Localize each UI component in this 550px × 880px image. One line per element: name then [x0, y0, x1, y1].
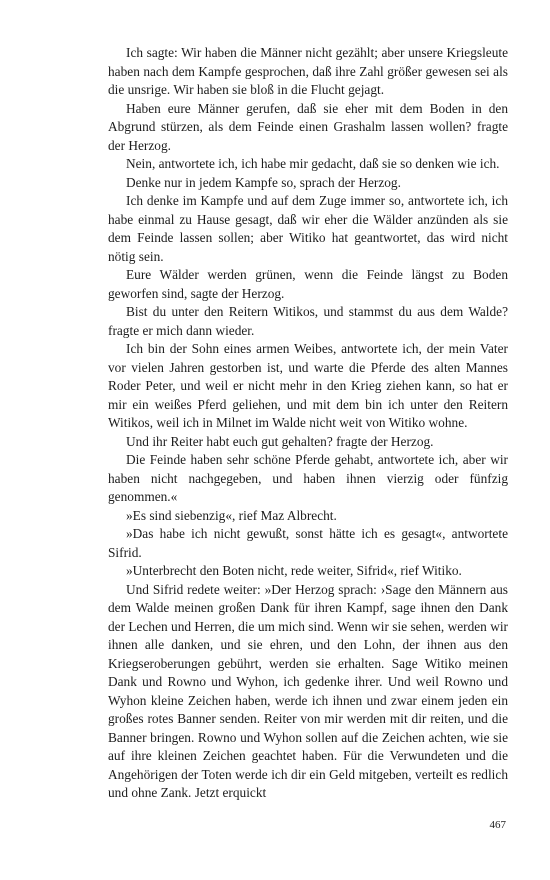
paragraph: Ich bin der Sohn eines armen Weibes, antwortete ich, der mein Vater vor vielen Jahren gestorben ist, und warte die Pferde des alten Mannes Roder Peter, und weil er nicht mehr in den Krieg ziehen kann, so hat er mir ein weißes Pferd geliehen, und mit dem bin ich unter den Reitern Witikos, weil ich in Milnet im Walde nicht weit von Witiko wohne. [108, 341, 508, 430]
paragraph: Nein, antwortete ich, ich habe mir gedacht, daß sie so denken wie ich. [126, 156, 500, 171]
paragraph: »Das habe ich nicht gewußt, sonst hätte ich es gesagt«, antwortete Sifrid. [108, 526, 508, 560]
paragraph: »Unterbrecht den Boten nicht, rede weiter, Sifrid«, rief Witiko. [126, 563, 462, 578]
paragraph: Haben eure Männer gerufen, daß sie eher mit dem Boden in den Abgrund stürzen, als dem Feinde einen Grashalm lassen wollen? fragte der Herzog. [108, 100, 508, 153]
body-text [108, 44, 508, 803]
paragraph: Die Feinde haben sehr schöne Pferde gehabt, antwortete ich, aber wir haben nicht nachgegeben, und haben ihnen vierzig oder fünfzig genommen.« [108, 452, 508, 504]
paragraph: Denke nur in jedem Kampfe so, sprach der Herzog. [126, 174, 401, 190]
paragraph: Ich denke im Kampfe und auf dem Zuge immer so, antwortete ich, ich habe einmal zu Hause gesagt, daß wir eher die Wälder anzünden als sie dem Feinde lassen sollen; aber Witiko hat geantwortet, das wird nicht nötig sein. [108, 193, 508, 264]
page-number: 467 [489, 819, 506, 831]
paragraph: Und Sifrid redete weiter: »Der Herzog sprach: ›Sage den Männern aus dem Walde meinen großen Dank für ihren Kampf, sage ihnen den Dank der Lechen und Herren, die um mich sind. Wenn wir sie sehen, werden wir ihnen alle danken, und sie ehren, und den Lohn, der ihnen aus den Kriegseroberungen gebührt, werden sie erhalten. Sage Witiko meinen Dank und Rowno und Wyhon, ich gedenke ihrer. Und weil Rowno und Wyhon kleine Zeichen haben, werde ich ihnen und zwar einem jeden ein großes rotes Banner senden. Reiter von mir werden mit dir reiten, und die Banner bringen. Rowno und Wyhon sollen auf die Zeichen achten, wie sie auf ihre kleinen Zeichen geachtet haben. Für die Verwundeten und die Angehörigen der Toten werde ich dir ein Geld mitgeben, verteilt es redlich und ohne Zank. Jetzt erquickt [108, 581, 508, 800]
paragraph: Ich sagte: Wir haben die Männer nicht gezählt; aber unsere Kriegsleute haben nach dem Kampfe gesprochen, daß ihre Zahl größer gewesen sei als die unsrige. Wir haben sie bloß in die Flucht gejagt. [108, 45, 508, 97]
paragraph: Und ihr Reiter habt euch gut gehalten? fragte der Herzog. [126, 433, 434, 449]
paragraph: Eure Wälder werden grünen, wenn die Feinde längst zu Boden geworfen sind, sagte der Herzog. [108, 267, 508, 301]
paragraph: Bist du unter den Reitern Witikos, und stammst du aus dem Walde? fragte er mich dann wieder. [108, 304, 508, 338]
paragraph: »Es sind siebenzig«, rief Maz Albrecht. [126, 507, 337, 523]
